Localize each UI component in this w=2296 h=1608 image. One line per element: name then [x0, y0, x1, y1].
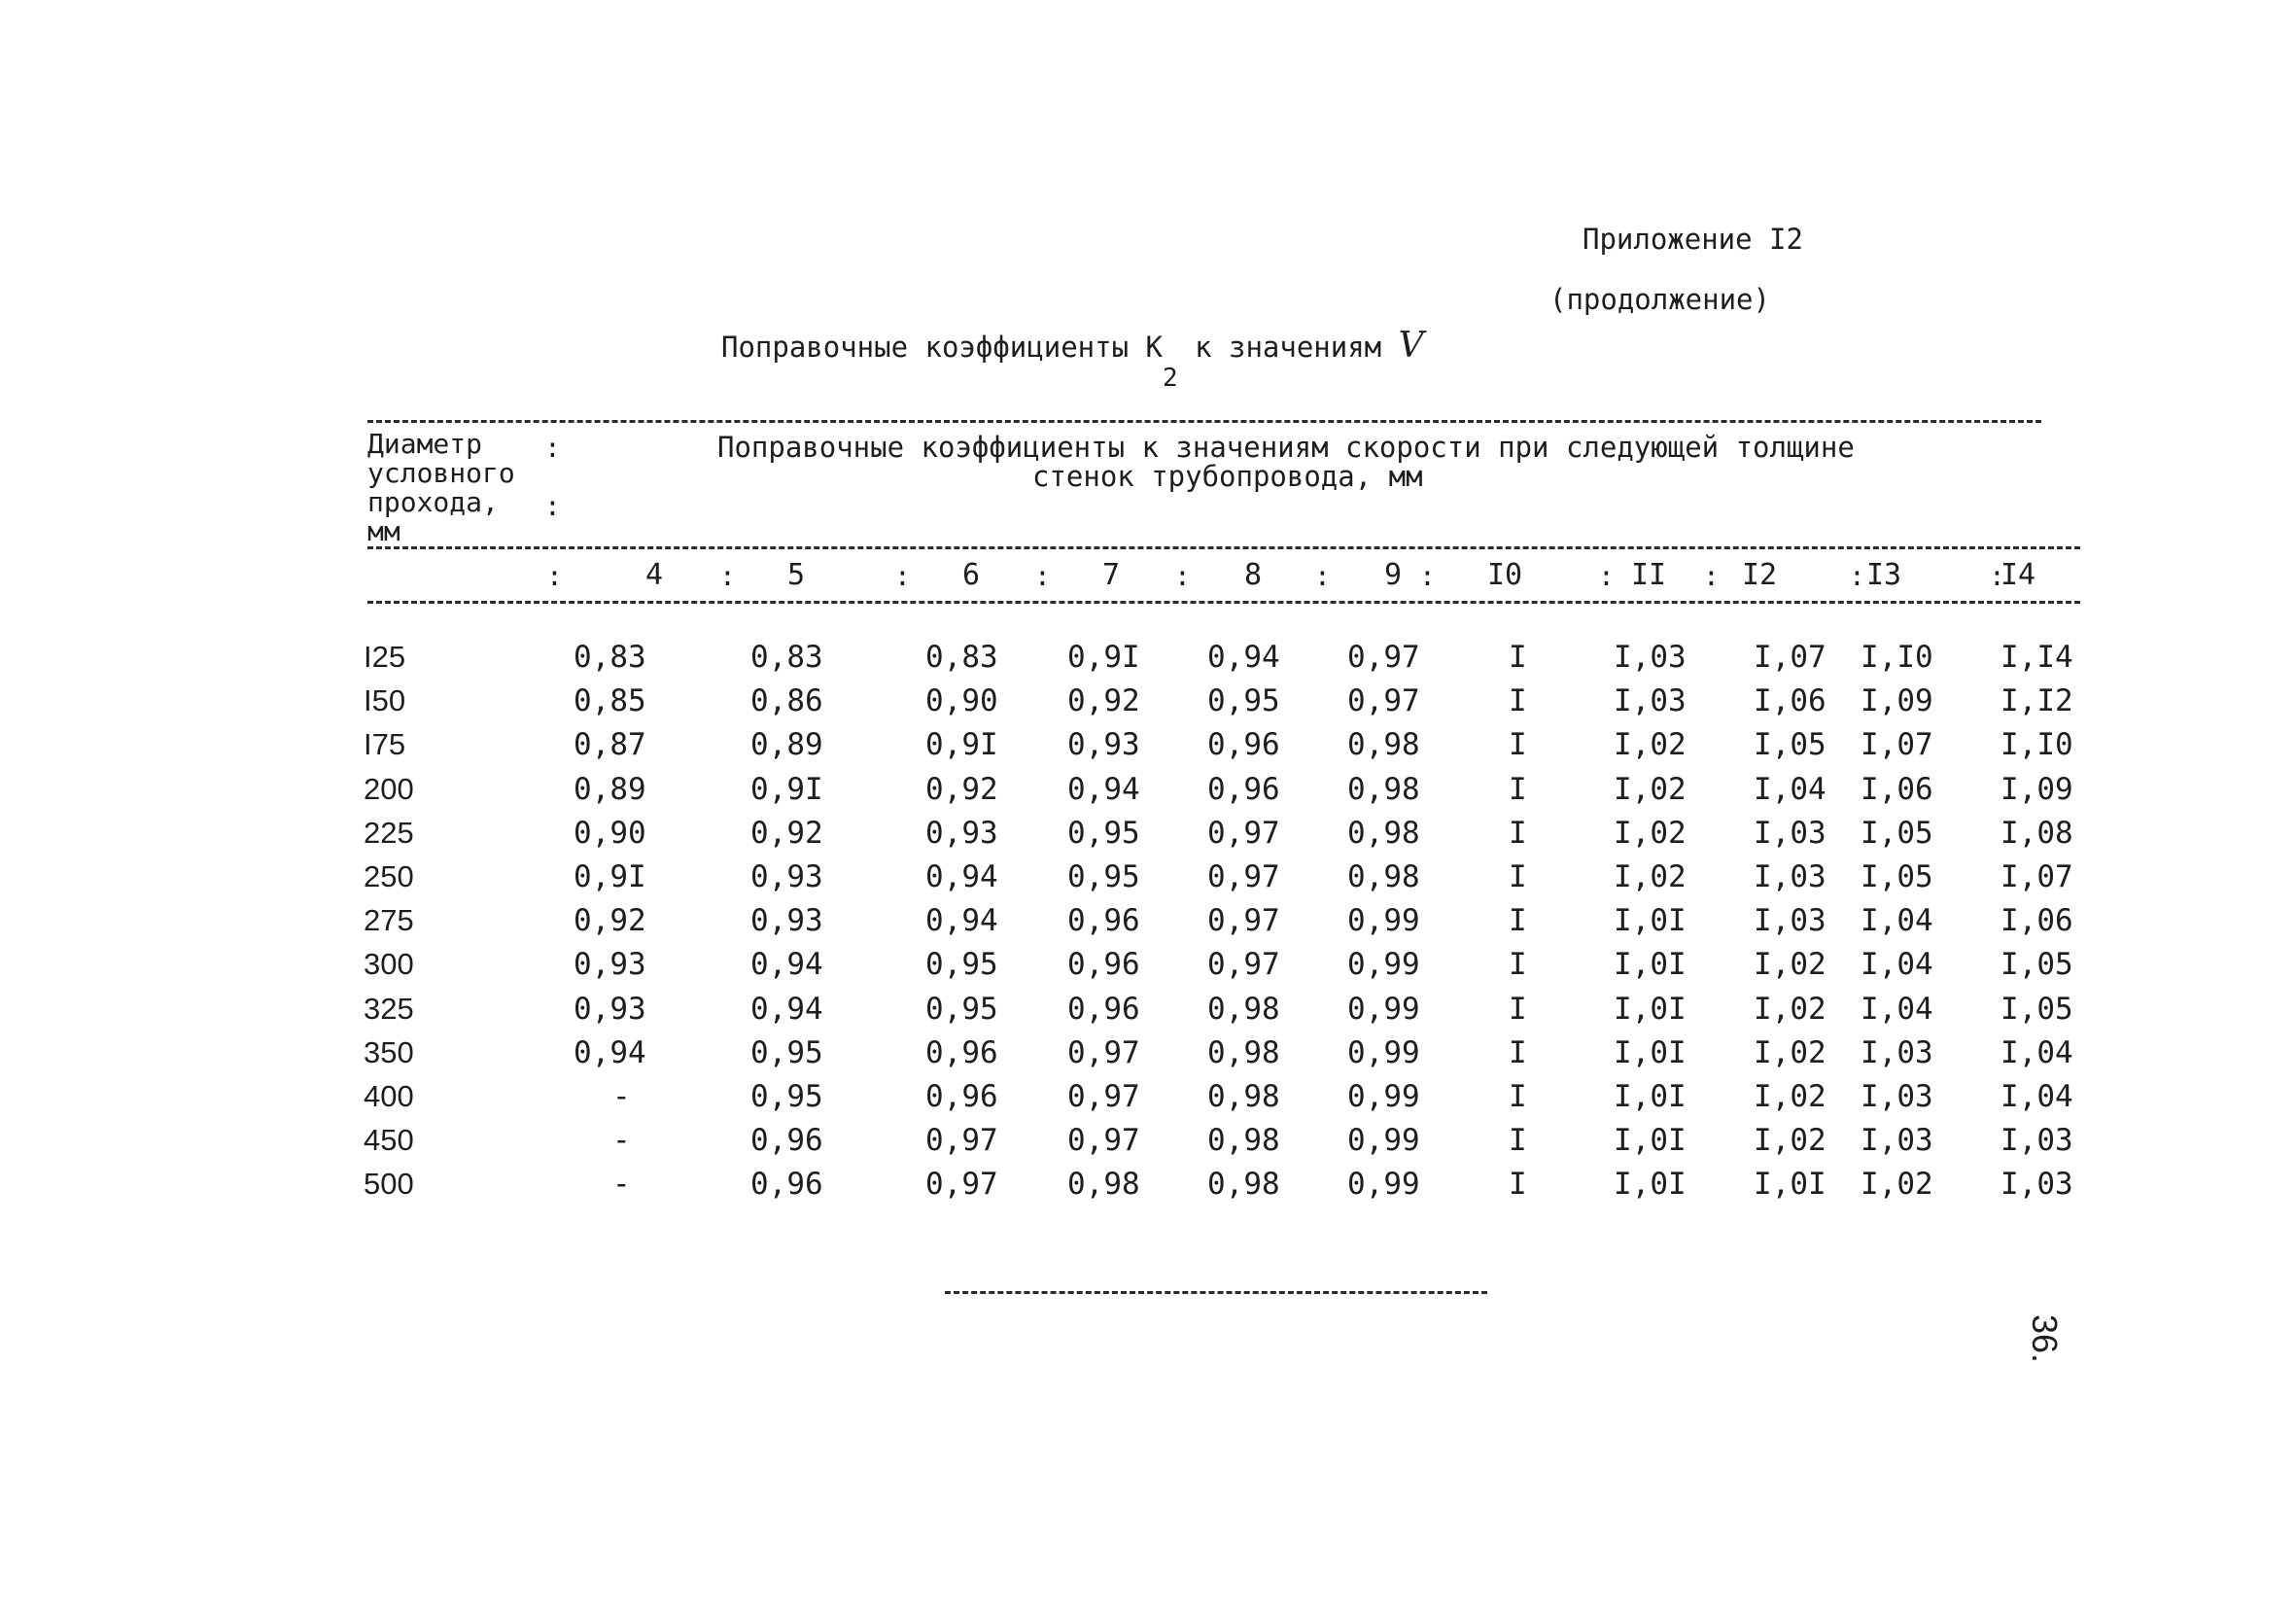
coefficient-cell: 0,86 [750, 683, 823, 719]
coefficient-cell: 0,94 [750, 947, 823, 983]
diameter-cell: 225 [364, 815, 414, 850]
coefficient-cell: - [612, 1167, 631, 1203]
coefficient-cell: 0,87 [574, 727, 646, 763]
thickness-header-6: 9 [1384, 558, 1403, 592]
coefficient-cell: 0,99 [1347, 1034, 1420, 1070]
coefficient-cell: I,04 [1754, 771, 1826, 807]
coefficient-cell: 0,96 [750, 1167, 823, 1203]
coefficient-cell: I [1509, 1034, 1527, 1070]
coefficient-cell: 0,98 [1067, 1167, 1140, 1203]
coefficient-cell: I,0I [1614, 1079, 1687, 1114]
coefficient-cell: I [1509, 1079, 1527, 1114]
coefficient-cell: 0,89 [750, 727, 823, 763]
column-separator: : [1174, 560, 1191, 592]
main-header-line2: стенок трубопровода, мм [1032, 460, 1423, 493]
coefficient-cell: I [1509, 683, 1527, 719]
coefficient-cell: 0,95 [1207, 683, 1280, 719]
coefficient-cell: I,04 [1861, 903, 1933, 939]
header-separator: : [544, 490, 561, 522]
table-row [0, 859, 2296, 903]
coefficient-cell: 0,99 [1347, 1167, 1420, 1203]
coefficient-cell: 0,93 [750, 859, 823, 894]
column-separator: : [1989, 560, 2005, 592]
coefficient-cell: 0,98 [1347, 771, 1420, 807]
coefficient-cell: I,04 [1861, 991, 1933, 1027]
coefficient-cell: I [1509, 771, 1527, 807]
page-number: 36. [2025, 1314, 2065, 1364]
coefficient-cell: I,06 [1754, 683, 1826, 719]
table-top-rule [367, 420, 2041, 423]
coefficient-cell: 0,99 [1347, 1079, 1420, 1114]
coefficient-cell: I,02 [1614, 771, 1687, 807]
coefficient-cell: I,0I [1754, 1167, 1826, 1203]
diameter-header-line2: условного [367, 457, 515, 489]
coefficient-cell: 0,83 [574, 640, 646, 675]
coefficient-cell: 0,96 [1067, 947, 1140, 983]
coefficient-cell: I [1509, 1123, 1527, 1159]
coefficient-cell: 0,99 [1347, 991, 1420, 1027]
title-subscript: 2 [1162, 364, 1178, 393]
coefficient-cell: 0,97 [1347, 640, 1420, 675]
coefficient-cell: I,05 [1861, 859, 1933, 894]
diameter-header [367, 430, 515, 546]
coefficient-cell: 0,99 [1347, 1123, 1420, 1159]
coefficient-cell: 0,94 [925, 859, 998, 894]
coefficient-cell: 0,98 [1207, 991, 1280, 1027]
thickness-header-4: 7 [1102, 558, 1121, 592]
header-divider-rule [367, 546, 2080, 549]
column-separator: : [546, 560, 563, 592]
coefficient-cell: I,0I [1614, 991, 1687, 1027]
coefficient-cell: 0,93 [574, 991, 646, 1027]
diameter-cell: I25 [364, 640, 406, 674]
thickness-header-5: 8 [1244, 558, 1263, 592]
diameter-cell: 500 [364, 1167, 414, 1202]
coefficient-cell: I [1509, 859, 1527, 894]
coefficient-cell: 0,97 [1207, 947, 1280, 983]
coefficient-cell: I,03 [1861, 1079, 1933, 1114]
coefficient-cell: I,0I [1614, 1123, 1687, 1159]
appendix-label: Приложение I2 [1583, 223, 1803, 256]
coefficient-cell: 0,90 [574, 815, 646, 851]
table-row [0, 903, 2296, 947]
coefficient-cell: 0,97 [1207, 903, 1280, 939]
thickness-header-10: I3 [1866, 558, 1902, 592]
coefficient-cell: I [1509, 947, 1527, 983]
coefficient-cell: I,05 [2000, 947, 2073, 983]
diameter-cell: 300 [364, 947, 414, 982]
column-separator: : [894, 560, 911, 592]
coefficient-cell: I,06 [2000, 903, 2073, 939]
thickness-header-1: 4 [645, 558, 664, 592]
diameter-cell: 350 [364, 1034, 414, 1069]
coefficient-cell: I,07 [1861, 727, 1933, 763]
diameter-cell: I75 [364, 727, 406, 762]
coefficient-cell: 0,93 [1067, 727, 1140, 763]
coefficient-cell: I,03 [1754, 815, 1826, 851]
diameter-header-line3: прохода, [367, 486, 499, 518]
coefficient-cell: 0,98 [1207, 1167, 1280, 1203]
column-separator: : [1598, 560, 1615, 592]
title-after: к значениям [1195, 331, 1382, 364]
thickness-header-9: I2 [1742, 558, 1778, 592]
diameter-cell: 275 [364, 903, 414, 938]
title-symbol: V [1398, 326, 1424, 366]
coefficient-cell: 0,97 [1067, 1123, 1140, 1159]
coefficient-cell: I,0I [1614, 1034, 1687, 1070]
coefficient-cell: 0,94 [1207, 640, 1280, 675]
coefficient-cell: I,05 [1861, 815, 1933, 851]
thickness-header-7: I0 [1487, 558, 1523, 592]
coefficient-cell: 0,9I [574, 859, 646, 894]
thickness-header-11: I4 [2000, 558, 2036, 592]
coefficient-cell: 0,98 [1347, 859, 1420, 894]
table-end-rule [945, 1291, 1487, 1294]
coefficient-cell: 0,98 [1207, 1123, 1280, 1159]
coefficient-cell: 0,94 [750, 991, 823, 1027]
coefficient-cell: 0,89 [574, 771, 646, 807]
coefficient-cell: 0,83 [925, 640, 998, 675]
column-separator: : [1314, 560, 1331, 592]
coefficient-cell: 0,96 [1067, 991, 1140, 1027]
header-bottom-rule [367, 601, 2080, 604]
coefficient-cell: I,0I [1614, 903, 1687, 939]
coefficient-cell: I,I0 [1861, 640, 1933, 675]
coefficient-cell: I,06 [1861, 771, 1933, 807]
table-row [0, 1167, 2296, 1210]
coefficient-cell: 0,93 [925, 815, 998, 851]
coefficient-cell: 0,97 [925, 1167, 998, 1203]
coefficient-cell: I,0I [1614, 947, 1687, 983]
coefficient-cell: - [612, 1079, 631, 1114]
coefficient-cell: 0,99 [1347, 903, 1420, 939]
coefficient-cell: I [1509, 727, 1527, 763]
coefficient-cell: 0,93 [574, 947, 646, 983]
coefficient-cell: 0,93 [750, 903, 823, 939]
coefficient-cell: I,04 [2000, 1079, 2073, 1114]
coefficient-cell: 0,96 [1207, 727, 1280, 763]
diameter-header-line4: мм [367, 515, 400, 547]
coefficient-cell: I,02 [1754, 1079, 1826, 1114]
thickness-header-2: 5 [787, 558, 806, 592]
coefficient-cell: 0,97 [1207, 815, 1280, 851]
main-header-line1: Поправочные коэффициенты к значениям скорости при следующей толщине [717, 431, 1855, 464]
coefficient-cell: I [1509, 991, 1527, 1027]
coefficient-cell: I,I2 [2000, 683, 2073, 719]
coefficient-cell: I,02 [1754, 991, 1826, 1027]
diameter-cell: 400 [364, 1079, 414, 1113]
coefficient-cell: I,03 [1754, 903, 1826, 939]
coefficient-cell: 0,96 [925, 1079, 998, 1114]
continued-label: (продолжение) [1549, 283, 1770, 316]
thickness-header-8: II [1631, 558, 1667, 592]
coefficient-cell: I,03 [1861, 1123, 1933, 1159]
coefficient-cell: I,03 [1754, 859, 1826, 894]
column-separator: : [1849, 560, 1865, 592]
coefficient-cell: I,08 [2000, 815, 2073, 851]
coefficient-cell: I,03 [1614, 640, 1687, 675]
coefficient-cell: 0,97 [1207, 859, 1280, 894]
coefficient-cell: I,03 [2000, 1123, 2073, 1159]
coefficient-cell: 0,92 [750, 815, 823, 851]
diameter-cell: 200 [364, 771, 414, 806]
coefficient-cell: - [612, 1123, 631, 1159]
coefficient-cell: 0,90 [925, 683, 998, 719]
coefficient-cell: I,02 [1614, 727, 1687, 763]
table-title [721, 326, 1424, 393]
diameter-cell: 450 [364, 1123, 414, 1158]
coefficient-cell: I,I4 [2000, 640, 2073, 675]
diameter-cell: 250 [364, 859, 414, 893]
coefficient-cell: 0,95 [925, 991, 998, 1027]
coefficient-cell: I,03 [1861, 1034, 1933, 1070]
coefficient-cell: 0,97 [1067, 1034, 1140, 1070]
coefficient-cell: 0,98 [1207, 1034, 1280, 1070]
coefficient-cell: I,02 [1614, 859, 1687, 894]
coefficient-cell: I,03 [1614, 683, 1687, 719]
table-row [0, 1035, 2296, 1079]
coefficient-cell: 0,96 [750, 1123, 823, 1159]
coefficient-cell: 0,95 [1067, 815, 1140, 851]
coefficient-cell: I,05 [2000, 991, 2073, 1027]
coefficient-cell: I [1509, 1167, 1527, 1203]
coefficient-cell: I,04 [1861, 947, 1933, 983]
coefficient-cell: I [1509, 640, 1527, 675]
coefficient-cell: 0,95 [1067, 859, 1140, 894]
coefficient-cell: 0,98 [1347, 815, 1420, 851]
coefficient-cell: 0,97 [1347, 683, 1420, 719]
coefficient-cell: 0,99 [1347, 947, 1420, 983]
column-separator: : [1703, 560, 1720, 592]
coefficient-cell: 0,9I [925, 727, 998, 763]
coefficient-cell: I,07 [2000, 859, 2073, 894]
coefficient-cell: I [1509, 903, 1527, 939]
diameter-header-line1: Диаметр [367, 428, 483, 460]
coefficient-cell: 0,95 [925, 947, 998, 983]
coefficient-cell: I,09 [2000, 771, 2073, 807]
thickness-header-3: 6 [962, 558, 981, 592]
coefficient-cell: 0,97 [925, 1123, 998, 1159]
column-separator: : [1034, 560, 1051, 592]
coefficient-cell: I,I0 [2000, 727, 2073, 763]
coefficient-cell: I,02 [1754, 1123, 1826, 1159]
table-row [0, 992, 2296, 1035]
diameter-cell: I50 [364, 683, 406, 718]
coefficient-cell: 0,9I [750, 771, 823, 807]
coefficient-cell: 0,94 [1067, 771, 1140, 807]
coefficient-cell: I,03 [2000, 1167, 2073, 1203]
coefficient-cell: 0,85 [574, 683, 646, 719]
coefficient-cell: I,0I [1614, 1167, 1687, 1203]
table-row [0, 640, 2296, 683]
table-row [0, 1123, 2296, 1167]
coefficient-cell: 0,92 [925, 771, 998, 807]
coefficient-cell: 0,98 [1347, 727, 1420, 763]
coefficient-cell: 0,9I [1067, 640, 1140, 675]
coefficient-cell: 0,96 [1207, 771, 1280, 807]
coefficient-cell: I,02 [1754, 947, 1826, 983]
diameter-cell: 325 [364, 991, 414, 1026]
coefficient-cell: 0,98 [1207, 1079, 1280, 1114]
coefficient-cell: 0,96 [1067, 903, 1140, 939]
table-row [0, 1079, 2296, 1123]
table-row [0, 683, 2296, 727]
coefficient-cell: I,05 [1754, 727, 1826, 763]
column-separator: : [1419, 560, 1436, 592]
coefficient-cell: I,07 [1754, 640, 1826, 675]
coefficient-cell: I,02 [1614, 815, 1687, 851]
coefficient-cell: 0,97 [1067, 1079, 1140, 1114]
coefficient-cell: I,09 [1861, 683, 1933, 719]
table-row [0, 816, 2296, 859]
coefficient-cell: 0,92 [1067, 683, 1140, 719]
coefficient-cell: I,02 [1861, 1167, 1933, 1203]
coefficient-cell: 0,95 [750, 1079, 823, 1114]
table-row [0, 947, 2296, 991]
coefficient-cell: I [1509, 815, 1527, 851]
coefficient-cell: 0,96 [925, 1034, 998, 1070]
coefficient-cell: 0,83 [750, 640, 823, 675]
coefficient-cell: I,02 [1754, 1034, 1826, 1070]
table-row [0, 727, 2296, 771]
coefficient-cell: I,04 [2000, 1034, 2073, 1070]
coefficient-cell: 0,95 [750, 1034, 823, 1070]
table-row [0, 772, 2296, 816]
coefficient-cell: 0,92 [574, 903, 646, 939]
header-separator: : [544, 432, 561, 464]
coefficient-cell: 0,94 [574, 1034, 646, 1070]
column-separator: : [719, 560, 736, 592]
coefficient-cell: 0,94 [925, 903, 998, 939]
title-main: Поправочные коэффициенты К [721, 331, 1163, 364]
